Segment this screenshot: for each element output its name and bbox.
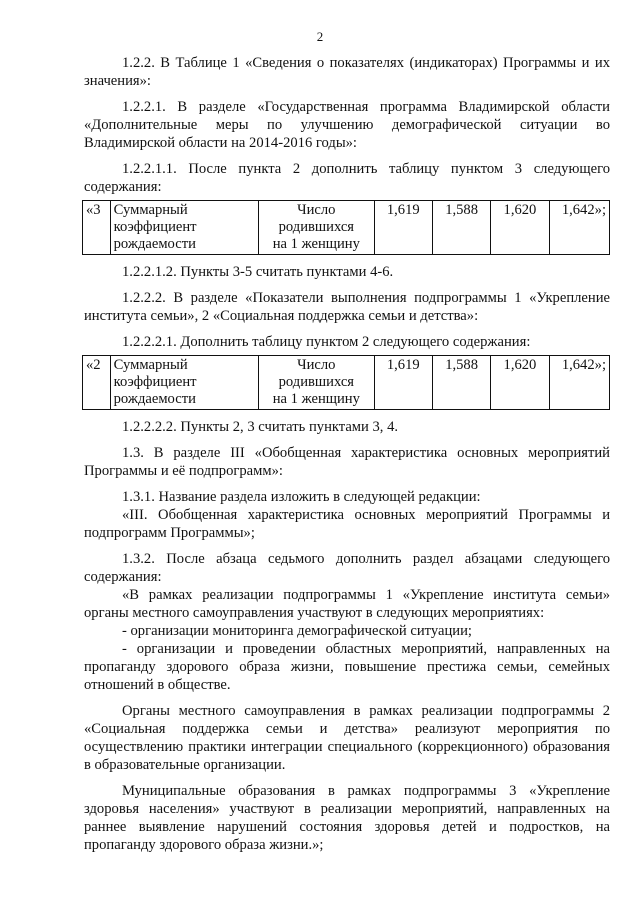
row-number: «3	[83, 201, 111, 255]
list-item: - организации мониторинга демографической ситуации;	[122, 623, 472, 639]
paragraph-1-2-2-2-2: 1.2.2.2.2. Пункты 2, 3 считать пунктами 3, 4.	[122, 419, 399, 435]
indicator-name-line: Суммарный	[113, 357, 188, 373]
paragraph-subprogram-3: Муниципальные образования в рамках подпрограммы 3 «Укрепление здоровья населения» участвуют в реализации мероприятий, направленных на раннее выявление нарушений состояния здоровья детей и подростков, на пропаганду здорового образа жизни.»;	[84, 783, 610, 853]
page-number: 2	[316, 29, 324, 44]
paragraph-1-3: 1.3. В разделе III «Обобщенная характеристика основных мероприятий Программы и её подпрограмм»:	[84, 445, 610, 479]
table-row	[83, 201, 610, 255]
indicator-name	[110, 356, 258, 410]
value-cell: 1,588	[432, 201, 490, 255]
indicator-table-1	[82, 200, 610, 255]
indicator-name-line: рождаемости	[113, 391, 196, 407]
indicator-unit	[259, 356, 375, 410]
indicator-name-line: коэффициент	[113, 374, 197, 390]
paragraph-1-2-2-1-1: 1.2.2.1.1. После пункта 2 дополнить таблицу пунктом 3 следующего содержания:	[84, 161, 610, 195]
value-cell: 1,642»;	[549, 356, 609, 410]
paragraph-section-title: «III. Обобщенная характеристика основных мероприятий Программы и подпрограмм Программы»;	[84, 507, 610, 541]
value-cell: 1,619	[374, 201, 432, 255]
indicator-table-2	[82, 355, 610, 410]
indicator-unit-line: родившихся	[278, 374, 355, 390]
value-cell: 1,642»;	[549, 201, 609, 255]
paragraph-1-2-2-2: 1.2.2.2. В разделе «Показатели выполнения подпрограммы 1 «Укрепление института семьи», 2 «Социальная поддержка семьи и детства»:	[84, 290, 610, 324]
paragraph-1-3-1: 1.3.1. Название раздела изложить в следующей редакции:	[122, 489, 481, 505]
indicator-unit-line: родившихся	[278, 219, 355, 235]
paragraph-subprogram-2: Органы местного самоуправления в рамках реализации подпрограммы 2 «Социальная поддержка семьи и детства» реализуют мероприятия по осуществлению практики интеграции специального (коррекционного) образования в образовательные организации.	[84, 703, 610, 773]
indicator-unit-line: на 1 женщину	[272, 391, 360, 407]
paragraph-1-2-2-1: 1.2.2.1. В разделе «Государственная программа Владимирской области «Дополнительные меры по улучшению демографической ситуации во Владимирской области на 2014-2016 годы»:	[84, 99, 610, 151]
paragraph-1-2-2-1-2: 1.2.2.1.2. Пункты 3-5 считать пунктами 4-6.	[122, 264, 394, 280]
value-cell: 1,620	[491, 356, 549, 410]
value-cell: 1,588	[432, 356, 490, 410]
indicator-unit	[259, 201, 375, 255]
indicator-name-line: рождаемости	[113, 236, 196, 252]
paragraph-1-2-2-2-1: 1.2.2.2.1. Дополнить таблицу пунктом 2 следующего содержания:	[122, 334, 531, 350]
paragraph-subprogram-1: «В рамках реализации подпрограммы 1 «Укрепление института семьи» органы местного самоуправления участвуют в следующих мероприятиях:	[84, 587, 610, 621]
list-item: - организации и проведении областных мероприятий, направленных на пропаганду здорового образа жизни, повышение престижа семьи, семейных отношений в обществе.	[84, 641, 610, 693]
table-row	[83, 356, 610, 410]
value-cell: 1,620	[491, 201, 549, 255]
indicator-unit-line: на 1 женщину	[272, 236, 360, 252]
indicator-name-line: Суммарный	[113, 202, 188, 218]
indicator-unit-line: Число	[297, 357, 336, 373]
row-number: «2	[83, 356, 111, 410]
indicator-name	[110, 201, 258, 255]
indicator-unit-line: Число	[297, 202, 336, 218]
document-body	[84, 54, 610, 862]
value-cell: 1,619	[374, 356, 432, 410]
indicator-name-line: коэффициент	[113, 219, 197, 235]
paragraph-1-2-2: 1.2.2. В Таблице 1 «Сведения о показателях (индикаторах) Программы и их значения»:	[84, 55, 610, 89]
paragraph-1-3-2: 1.3.2. После абзаца седьмого дополнить раздел абзацами следующего содержания:	[84, 551, 610, 585]
